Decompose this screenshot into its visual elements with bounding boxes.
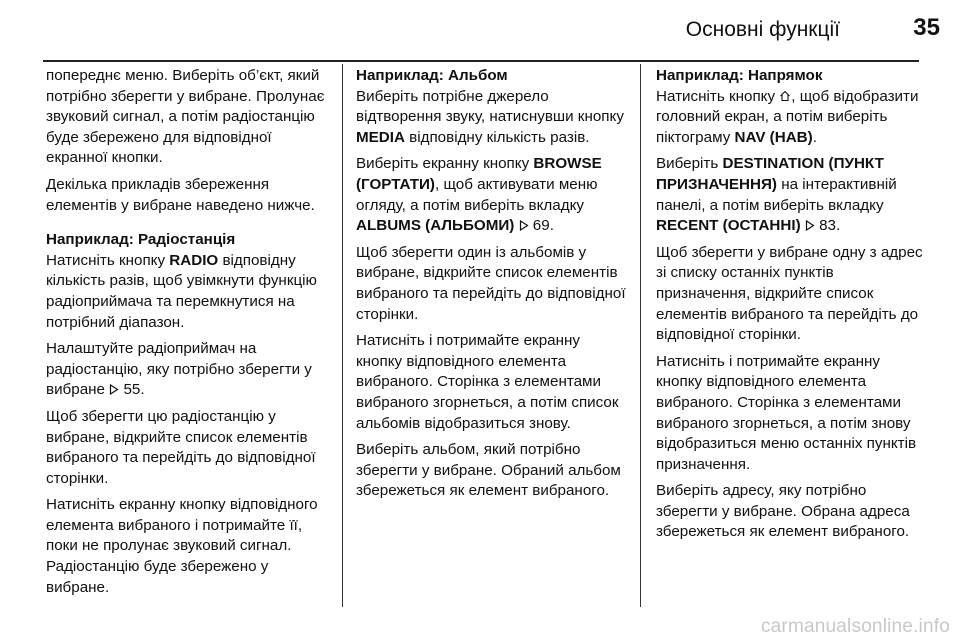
text: Виберіть потрібне джерело відтворення звуку, натиснувши кнопку bbox=[356, 87, 624, 126]
text: на інтерактивній панелі, а потім виберіть вкладку bbox=[656, 175, 897, 214]
arrow-reference-icon bbox=[519, 220, 529, 231]
paragraph: попереднє меню. Виберіть об’єкт, який потрібно зберегти у вибране. Пролунає звуковий сигнал, а потім радіостанцію буде збережено для відповідної екранної кнопки. bbox=[46, 67, 325, 167]
home-button-icon bbox=[779, 90, 791, 102]
text: відповідну кількість разів. bbox=[404, 128, 590, 146]
paragraph bbox=[356, 87, 628, 149]
paragraph bbox=[356, 154, 628, 236]
page-title: Основні функції bbox=[685, 18, 840, 41]
section-heading-radio: Наприклад: Радіостанція bbox=[46, 231, 236, 249]
browse-button-label: BROWSE (ГОРТАТИ) bbox=[356, 155, 602, 193]
text: , щоб активувати меню огляду, а потім виберіть вкладку bbox=[356, 175, 598, 214]
text: Натисніть кнопку bbox=[656, 87, 780, 105]
text: Виберіть bbox=[656, 155, 723, 173]
paragraph: Виберіть адресу, яку потрібно зберегти у вибране. Обрана адреса збережеться як елемент вибраного. bbox=[656, 482, 910, 541]
nav-icon-label: NAV (НАВ) bbox=[734, 128, 813, 146]
arrow-reference-icon bbox=[805, 220, 815, 231]
page-reference[interactable]: 69 bbox=[532, 217, 550, 235]
paragraph bbox=[656, 87, 930, 149]
destination-button-label: DESTINATION (ПУНКТ ПРИЗНАЧЕННЯ) bbox=[656, 155, 884, 193]
paragraph bbox=[46, 251, 326, 333]
paragraph: Декілька прикладів збереження елементів у вибране наведено нижче. bbox=[46, 175, 315, 214]
paragraph bbox=[656, 154, 930, 236]
paragraph: Натисніть екранну кнопку відповідного елемента вибраного і потримайте її, поки не пролунає звуковий сигнал. Радіостанцію буде збережено у вибране. bbox=[46, 496, 318, 596]
text: , щоб відобразити головний екран, а потім виберіть піктограму bbox=[656, 87, 919, 146]
paragraph: Щоб зберегти цю радіостанцію у вибране, відкрийте список елементів вибраного та перейдіть до відповідної сторінки. bbox=[46, 407, 316, 487]
text: . bbox=[812, 128, 817, 146]
column-1 bbox=[46, 66, 326, 604]
text: . bbox=[836, 217, 841, 235]
paragraph: Щоб зберегти один із альбомів у вибране, відкрийте список елементів вибраного та перейдіть до відповідної сторінки. bbox=[356, 243, 626, 323]
section-heading-destination: Наприклад: Напрямок bbox=[656, 67, 823, 84]
page-reference[interactable]: 55 bbox=[123, 381, 141, 399]
text: Виберіть екранну кнопку bbox=[356, 155, 534, 173]
paragraph: Виберіть альбом, який потрібно зберегти у вибране. Обраний альбом збережеться як елемент вибраного. bbox=[356, 441, 621, 500]
paragraph bbox=[46, 339, 326, 401]
header-divider bbox=[43, 60, 919, 62]
paragraph: Щоб зберегти у вибране одну з адрес зі списку останніх пунктів призначення, відкрийте список елементів вибраного та перейдіть до відповідної сторінки. bbox=[656, 243, 923, 344]
text: . bbox=[549, 217, 554, 235]
text: Налаштуйте радіоприймач на радіостанцію, яку потрібно зберегти у вибране bbox=[46, 340, 312, 399]
recent-tab-label: RECENT (ОСТАННІ) bbox=[656, 217, 801, 235]
albums-tab-label: ALBUMS (АЛЬБОМИ) bbox=[356, 217, 515, 235]
column-3 bbox=[656, 66, 930, 549]
media-key-label: MEDIA bbox=[356, 128, 405, 146]
page-reference[interactable]: 83 bbox=[819, 217, 836, 235]
column-divider-2 bbox=[640, 64, 641, 607]
column-divider-1 bbox=[342, 64, 343, 607]
column-2 bbox=[356, 66, 628, 508]
radio-key-label: RADIO bbox=[169, 251, 219, 269]
paragraph: Натисніть і потримайте екранну кнопку відповідного елемента вибраного. Сторінка з елементами вибраного згорнеться, а потім знову відобразиться меню останніх пунктів призначення. bbox=[656, 352, 917, 473]
text: . bbox=[140, 381, 145, 399]
section-heading-album: Наприклад: Альбом bbox=[356, 67, 508, 84]
arrow-reference-icon bbox=[109, 384, 119, 395]
text: Натисніть кнопку bbox=[46, 251, 170, 269]
paragraph: Натисніть і потримайте екранну кнопку відповідного елемента вибраного. Сторінка з елементами вибраного згорнеться, а потім список альбомів відобразиться знову. bbox=[356, 332, 619, 432]
text: відповідну кількість разів, щоб увімкнути функцію радіоприймача та перемкнутися на потрібний діапазон. bbox=[46, 251, 317, 331]
watermark: carmanualsonline.info bbox=[760, 616, 950, 637]
page-number: 35 bbox=[913, 14, 940, 41]
